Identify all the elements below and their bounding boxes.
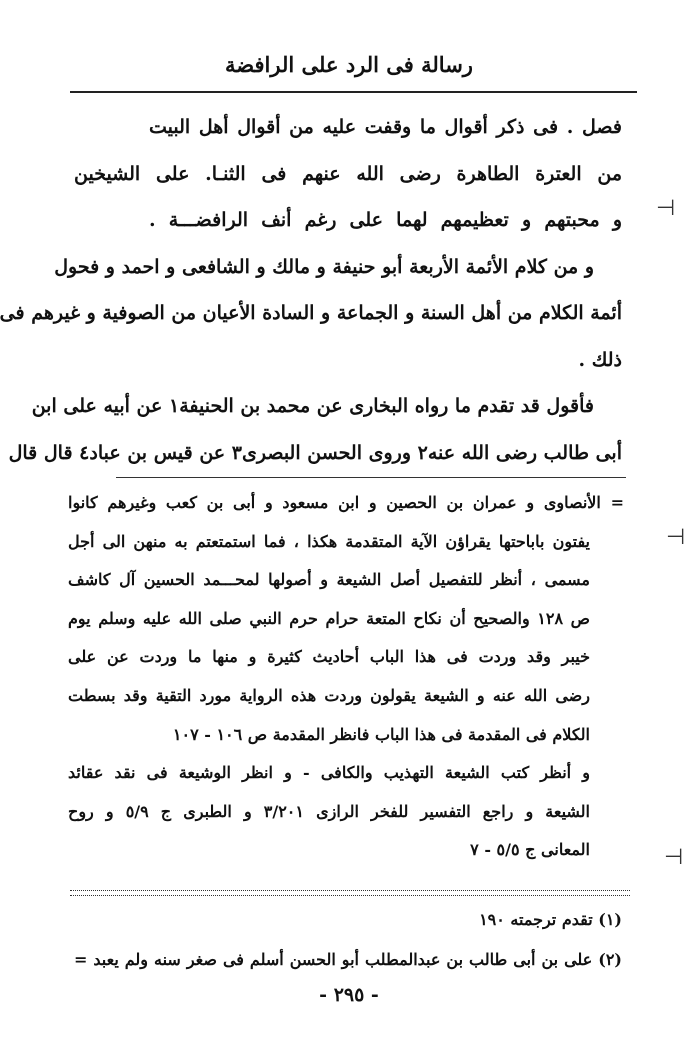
footnote-item: (٢) على بن أبى طالب بن عبدالمطلب أبو الحسن أسلم فى صغر سنه ولم يعبد = [74, 950, 622, 969]
note-line: و أنظر كتب الشيعة التهذيب والكافى - و انظر الوشيعة فى نقد عقائد [68, 763, 590, 783]
note-line: ص ١٢٨ والصحيح أن نكاح المتعة حرام حرم النبي صلى الله عليه وسلم يوم [68, 608, 590, 628]
margin-mark-icon: ⊢ [656, 196, 676, 221]
main-line: ذلك . [578, 348, 622, 371]
main-text [0, 104, 622, 476]
page-number: - ٢٩٥ - [319, 984, 379, 1006]
note-line: مسمى ، أنظر للتفصيل أصل الشيعة و أصولها لمحـــمد الحسين آل كاشف [68, 570, 590, 590]
main-line: أبى طالب رضى الله عنه٢ وروى الحسن البصرى٣ عن قيس بن عباد٤ قال قال [8, 441, 622, 464]
footnote-wavy-separator [70, 890, 630, 896]
main-line: فأقول قد تقدم ما رواه البخارى عن محمد بن الحنيفة١ عن أبيه على ابن [31, 395, 594, 417]
note-line: = الأنصاوى و عمران بن الحصين و ابن مسعود و أبى بن كعب وغيرهم كانوا [68, 493, 624, 512]
main-line: فصل . فى ذكر أقوال ما وقفت عليه من أقوال أهل البيت [149, 116, 622, 138]
footnote-separator [116, 477, 626, 478]
running-header: رسالة فى الرد على الرافضة [225, 52, 473, 77]
note-line: خيبر وقد وردت فى هذا الباب أحاديث كثيرة و منها ما وردت عن على [68, 647, 590, 667]
margin-mark-icon: ⊢ [664, 845, 684, 870]
main-line: و من كلام الأئمة الأربعة أبو حنيفة و مالك و الشافعى و احمد و فحول [54, 255, 594, 278]
main-line: من العترة الطاهرة رضى الله عنهم فى الثنـا. على الشيخين [74, 162, 622, 185]
margin-mark-icon: ⊢ [666, 525, 686, 550]
note-line: يفتون باباحتها يقراؤن الآية المتقدمة هكذا ، فما استمتعتم به منهن الى أجل [68, 531, 590, 551]
main-line: أئمة الكلام من أهل السنة و الجماعة و السادة الأعيان من الصوفية و غيرهم فى [0, 302, 622, 324]
note-line: الكلام فى المقدمة فى هذا الباب فانظر المقدمة ص ١٠٦ - ١٠٧ [172, 724, 590, 744]
note-line: رضى الله عنه و الشيعة يقولون وردت هذه الرواية مورد التقية وقد بسطت [68, 685, 590, 705]
footnote-item: (١) تقدم ترجمته ١٩٠ [479, 910, 622, 929]
footnotes [74, 900, 622, 980]
header-rule [70, 91, 637, 93]
main-line: و محبتهم و تعظيمهم لهما على رغم أنف الرافضـــة . [149, 209, 622, 231]
note-line: المعانى ج ٥/٥ - ٧ [470, 840, 590, 860]
note-line: الشيعة و راجع التفسير للفخر الرازى ٣/٢٠١ و الطبرى ج ٥/٩ و روح [68, 801, 590, 821]
continued-notes [68, 484, 624, 870]
